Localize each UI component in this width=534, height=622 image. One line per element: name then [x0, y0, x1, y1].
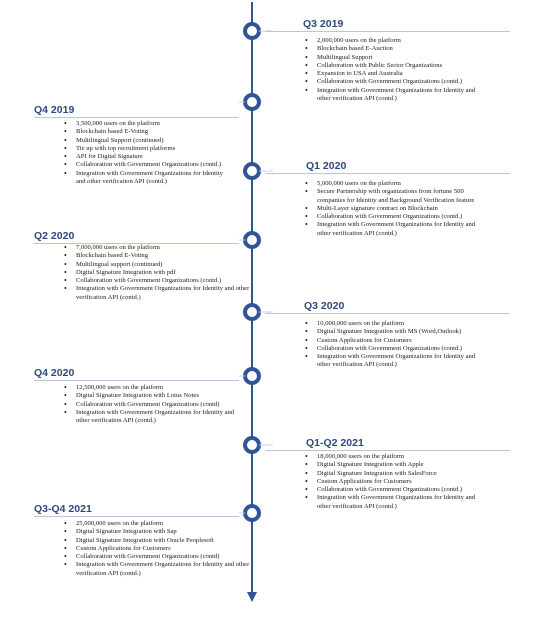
milestone-divider: [34, 516, 239, 517]
milestone-divider: [34, 380, 239, 381]
milestone-item: • 7,000,000 users on the platform: [62, 244, 252, 252]
milestone-item: • Blockchain based E-Voting: [62, 252, 252, 260]
milestone-item: • Integration with Government Organizations for Identity and other verification API (contd.): [62, 170, 232, 187]
milestone-title: Q4 2020: [34, 367, 75, 379]
milestone-item: • Blockchain based E-Auction: [303, 45, 483, 53]
milestone-item: • Custom Applications for Customers: [62, 545, 252, 553]
milestone-title: Q3 2020: [304, 300, 345, 312]
milestone-item: • 18,000,000 users on the platform: [303, 453, 483, 461]
milestone-items: [62, 120, 232, 186]
milestone-item: • Multilingual Support (continued): [62, 137, 232, 145]
milestone-item: • Integration with Government Organizations for Identity and other verification API (contd.): [303, 494, 483, 511]
milestone-item: • Integration with Government Organizations for Identity and other verification API (contd.): [62, 285, 252, 302]
milestone-item: • Integration with Government Organizations for Identity and other verification API (contd.): [62, 409, 242, 426]
milestone-item: • Collaboration with Public Sector Organizations: [303, 62, 483, 70]
milestone-item: • Digital Signature Integration with Lotus Notes: [62, 392, 242, 400]
milestone-item: • Digital Signature Integration with Sap: [62, 528, 252, 536]
milestone-divider: [265, 313, 510, 314]
milestone-item: • 3,500,000 users on the platform: [62, 120, 232, 128]
milestone-item: • Multilingual support (continued): [62, 261, 252, 269]
milestone-title: Q3-Q4 2021: [34, 503, 92, 515]
milestone-item: • Custom Applications for Customers: [303, 478, 483, 486]
milestone-title: Q1-Q2 2021: [306, 437, 364, 449]
milestone-item: • Digital Signature Integration with pdf: [62, 269, 252, 277]
milestone-item: • Multi-Layer signature contract on Blockchain: [303, 205, 488, 213]
milestone-item: • Secure Partnership with organizations from fortune 500 companies for Identity and Background Verification feature: [303, 188, 488, 205]
milestone-item: • Multilingual Support: [303, 54, 483, 62]
milestone-item: • Collaboration with Government Organizations (contd.): [303, 213, 488, 221]
milestone-item: • 2,000,000 users on the platform: [303, 37, 483, 45]
timeline-node-q1-2020: [245, 164, 259, 178]
milestone-items: [62, 384, 242, 425]
milestone-item: • Collaboration with Government Organizations (contd): [62, 401, 242, 409]
milestone-items: [303, 37, 483, 103]
milestone-item: • Digital Signature Integration with MS (Word,Outlook): [303, 328, 488, 336]
milestone-title: Q1 2020: [306, 160, 347, 172]
milestone-item: • Collaboration with Government Organizations (contd.): [62, 161, 232, 169]
milestone-item: • Integration with Government Organizations for Identity and other verification API (contd.): [303, 87, 483, 104]
milestone-divider: [265, 173, 510, 174]
milestone-title: Q2 2020: [34, 230, 75, 242]
milestone-item: • Expansion to USA and Australia: [303, 70, 483, 78]
milestone-items: [303, 320, 488, 370]
milestone-divider: [265, 450, 510, 451]
milestone-item: • Integration with Government Organizations for Identity and other verification API (contd.): [303, 221, 488, 238]
milestone-items: [62, 244, 252, 302]
milestone-divider: [265, 31, 510, 32]
timeline-node-q3-2020: [245, 305, 259, 319]
milestone-item: • Collaboration with Government Organizations (contd): [62, 553, 252, 561]
timeline-node-q1-q2-2021: [245, 438, 259, 452]
milestone-title: Q3 2019: [303, 18, 344, 30]
milestone-item: • Blockchain based E-Voting: [62, 128, 232, 136]
milestone-item: • API for Digital Signature: [62, 153, 232, 161]
timeline-node-q4-2020: [245, 369, 259, 383]
milestone-item: • Integration with Government Organizations for Identity and other verification API (contd.): [303, 353, 488, 370]
milestone-items: [62, 520, 252, 578]
milestone-item: • Collaboration with Government Organizations (contd.): [303, 345, 488, 353]
timeline-arrowhead: [247, 592, 257, 602]
milestone-item: • Custom Applications for Customers: [303, 337, 488, 345]
milestone-item: • Digital Signature Integration with Oracle Peoplesoft: [62, 537, 252, 545]
milestone-items: [303, 180, 488, 238]
milestone-item: • Tie up with top recruitment platforms: [62, 145, 232, 153]
milestone-item: • 5,000,000 users on the platform: [303, 180, 488, 188]
milestone-item: • 25,000,000 users on the platform: [62, 520, 252, 528]
milestone-title: Q4 2019: [34, 104, 75, 116]
milestone-item: • Collaboration with Government Organizations (contd.): [303, 486, 483, 494]
milestone-item: • Collaboration with Government Organizations (contd.): [303, 78, 483, 86]
milestone-item: • 12,500,000 users on the platform: [62, 384, 242, 392]
milestone-items: [303, 453, 483, 511]
milestone-item: • 10,000,000 users on the platform: [303, 320, 488, 328]
milestone-item: • Digital Signature Integration with Apple: [303, 461, 483, 469]
milestone-item: • Digital Signature Integration with SalesForce: [303, 470, 483, 478]
milestone-divider: [34, 117, 239, 118]
timeline-node-q3-q4-2021: [245, 506, 259, 520]
milestone-item: • Collaboration with Government Organizations (contd.): [62, 277, 252, 285]
timeline-node-q3-2019: [245, 24, 259, 38]
timeline-node-q4-2019: [245, 95, 259, 109]
milestone-item: • Integration with Government Organizations for Identity and other verification API (contd.): [62, 561, 252, 578]
